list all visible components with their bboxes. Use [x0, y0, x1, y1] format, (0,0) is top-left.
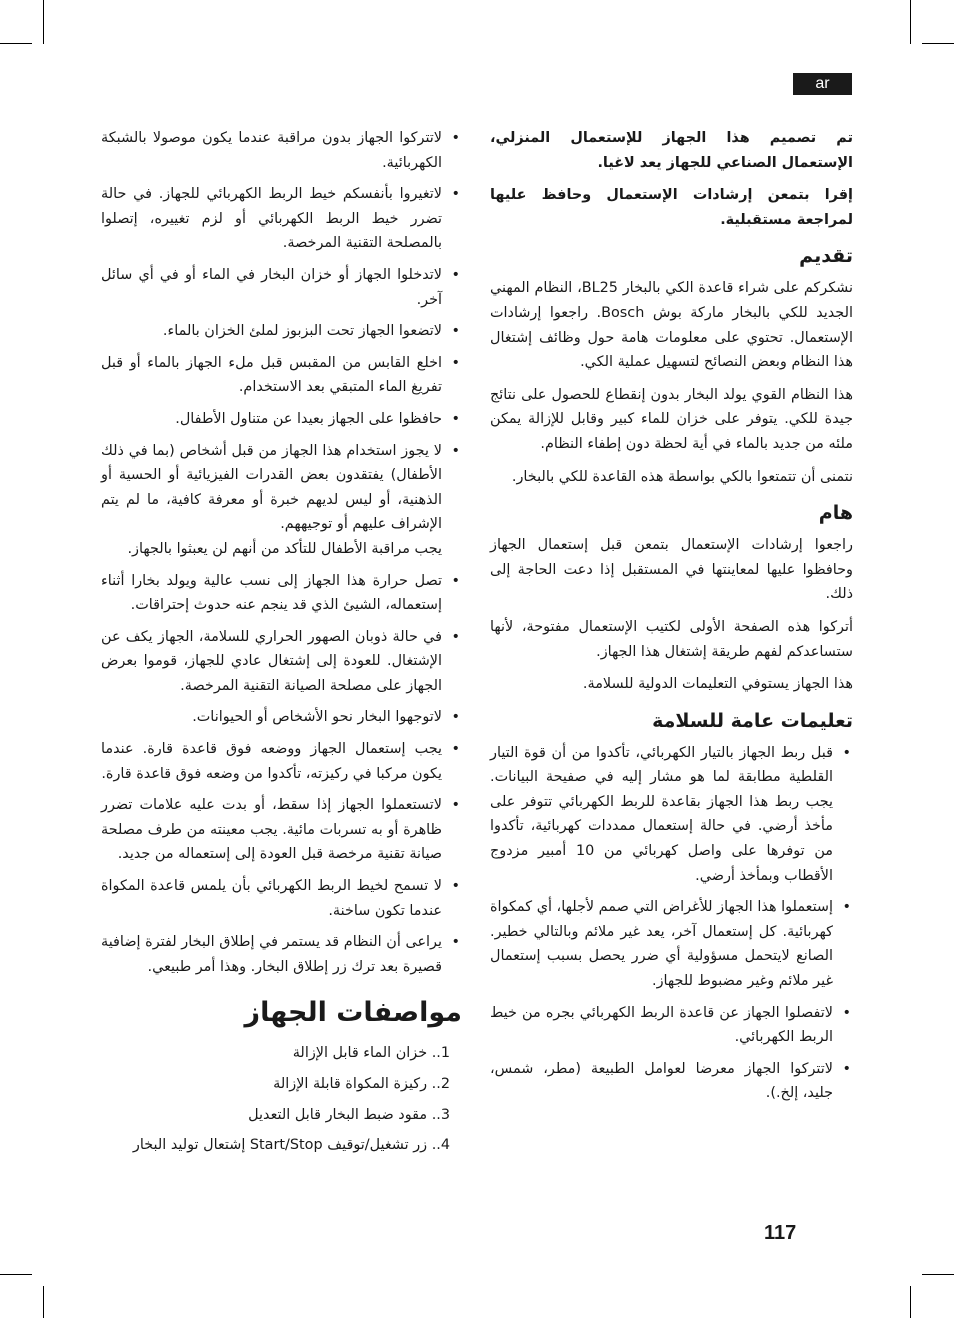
safety-item: • تصل حرارة هذا الجهاز إلى نسب عالية ويولد بخارا أثناء إستعماله، الشيئ الذي قد ينجم عنه حدوث إحتراقات.	[101, 569, 462, 618]
safety-item-text: لا يجوز استخدام هذا الجهاز من قبل أشخاص (بما في ذلك الأطفال) يفتقدون بعض القدرات الفيزيائية أو الحسية أو الذهنية، أو ليس لديهم خبرة أو معرفة كافية، ما لم يتم الإشراف عليهم أو توجيههم.	[101, 442, 442, 533]
crop-mark	[0, 43, 32, 44]
section-heading-specs: مواصفات الجهاز	[244, 997, 462, 1029]
safety-item: • في حالة ذوبان الصهور الحراري للسلامة، الجهاز يكف عن الإشتغال. للعودة إلى إشتغال عادي للجهاز، قوموا بعرض الجهاز على مصلحة الصيانة التقنية المرخصة.	[101, 625, 462, 699]
safety-list	[490, 741, 853, 1106]
crop-mark	[910, 1286, 911, 1318]
safety-item: • قبل ربط الجهاز بالتيار الكهربائي، تأكدوا من أن قوة التيار القلطية مطابقة لما هو مشار إليه في صفيحة البيانات. يجب ربط هذا الجهاز بقاعدة للربط الكهربائي تتوفر على مأخذ أرضي. في حالة إستعمال ممددات كهربائية، تأكدوا من توفرها على واصل كهربائي من 10 أمبير مزدوج الأقطاب وبمأخذ أرضي.	[490, 741, 853, 889]
introduction-paragraph: نتمنى أن تتمتعوا بالكي بواسطة هذه القاعدة للكي بالبخار.	[511, 468, 853, 485]
left-column	[101, 126, 462, 1164]
children-note: يجب مراقبة الأطفال للتأكد من أنهم لن يعبثوا بالجهاز.	[127, 540, 442, 557]
language-badge: ar	[793, 73, 852, 95]
crop-mark	[0, 1274, 32, 1275]
safety-list-continued	[101, 126, 462, 979]
intro-paragraph: تم تصميم هذا الجهاز للإستعمال المنزلي، الإستعمال الصناعي للجهاز يعد لاغيا.	[490, 130, 853, 171]
crop-mark	[43, 1286, 44, 1318]
safety-item: • إستعملوا هذا الجهاز للأغراض التي صمم لأجلها، أي كمكواة كهربائية. كل إستعمال آخر، يعد غير ملائم وبالتالي خطير. الصانع لايتحمل مسؤولية أي ضرر يحصل بسبب إستعمال غير ملائم وغير مضبوط للجهاز.	[490, 895, 853, 993]
introduction-paragraph: هذا النظام القوي يولد البخار بدون إنقطاع للحصول على نتائج جيدة للكي. يتوفر على خزان للماء كبير وقابل للإزالة يمكن ملئه من جديد بالماء في أية لحظة دون إطفاء النظام.	[490, 386, 853, 452]
safety-item: • لاتفصلوا الجهاز عن قاعدة الربط الكهربائي بجره من خيط الربط الكهربائي.	[490, 1001, 853, 1050]
spec-item: 1.. خزان الماء قابل الإزالة	[292, 1045, 450, 1062]
safety-item: • لاتتركوا الجهاز معرضا لعوامل الطبيعة (مطر، شمس، جليد، إلخ.).	[490, 1057, 853, 1106]
safety-item: • لاتغيروا بأنفسكم خيط الربط الكهربائي للجهاز. في حالة تضرر خيط الربط الكهربائي أو لزم تغييره، إتصلوا بالمصلحة التقنية المرخصة.	[101, 182, 462, 256]
introduction-paragraph: نشكركم على شراء قاعدة الكي بالبخار BL25، النظام المهني الجديد للكي بالبخار ماركة بوش Bosch. راجعوا إرشادات الإستعمال. تحتوي على معلومات هامة حول وظائف إشتغال هذا النظام وبعض النصائح لتسهيل عملية الكي.	[490, 280, 853, 371]
section-heading-important: هام	[818, 502, 853, 525]
safety-item: • اخلع القابس من المقبس قبل ملء الجهاز بالماء أو قبل تفريغ الماء المتبقي بعد الاستخدام.	[101, 351, 462, 400]
section-heading-safety: تعليمات عامة للسلامة	[652, 709, 853, 732]
spec-item: 3.. مقود ضبط البخار قابل التعديل	[248, 1106, 450, 1123]
intro-paragraph: إقرا بتمعن إرشادات الإستعمال وحافظ عليها لمراجعة مستقبلية.	[490, 187, 853, 228]
crop-mark	[43, 0, 44, 44]
safety-item	[101, 439, 462, 562]
safety-item: • يجب إستعمال الجهاز ووضعه فوق قاعدة قارة. عندما يكون مركبا في ركيزته، تأكدوا من وضعه فوق قاعدة قارة.	[101, 737, 462, 786]
safety-item: • لا تسمح لخيط الربط الكهربائي بأن يلمس قاعدة المكواة عندما تكون ساخنة.	[101, 874, 462, 923]
important-paragraph: راجعوا إرشادات الإستعمال بتمعن قبل إستعمال الجهاز وحافظوا عليها لمعاينتها في المستقبل إذا دعت الحاجة إلى ذلك.	[490, 537, 853, 603]
spec-item: 4.. زر تشغيل/توقيف Start/Stop إشتعال توليد البخار	[132, 1137, 450, 1154]
safety-item: • لاتضعوا الجهاز تحت البزبوز لملئ الخزان بالماء.	[101, 319, 462, 344]
crop-mark	[922, 1274, 954, 1275]
safety-item: • لاتوجهوا البخار نحو الأشخاص أو الحيوانات.	[101, 705, 462, 730]
safety-item: • حافظوا على الجهاز بعيدا عن متناول الأطفال.	[101, 407, 462, 432]
section-heading-introduction: تقديم	[799, 245, 853, 268]
safety-item: • لاتدخلوا الجهاز أو خزان البخار في الماء أو في أي سائل آخر.	[101, 263, 462, 312]
page-number: 117	[764, 1222, 797, 1244]
important-paragraph: أتركوا هذه الصفحة الأولى لكتيب الإستعمال مفتوحة، لأنها ستساعدكم لفهم طريقة إشتغال هذا الجهاز.	[490, 618, 853, 660]
spec-item: 2.. ركيزة المكواة قابلة الإزالة	[273, 1076, 450, 1092]
crop-mark	[910, 0, 911, 44]
specs-list	[101, 1041, 462, 1157]
safety-item: • يراعى أن النظام قد يستمر في إطلاق البخار لفترة إضافية قصيرة بعد ترك زر إطلاق البخار. وهذا أمر طبيعي.	[101, 930, 462, 979]
important-paragraph: هذا الجهاز يستوفي التعليمات الدولية للسلامة.	[582, 676, 853, 693]
crop-mark	[922, 43, 954, 44]
right-column	[490, 126, 853, 1113]
safety-item: • لاتتركوا الجهاز بدون مراقبة عندما يكون موصولا بالشبكة الكهربائية.	[101, 126, 462, 175]
safety-item: • لاتستعملوا الجهاز إذا سقط، أو بدت عليه علامات تضرر ظاهرة أو به تسربات مائية. يجب معينته من طرف مصلحة صيانة تقنية مرخصة قبل العودة إلى إستعماله من جديد.	[101, 793, 462, 867]
